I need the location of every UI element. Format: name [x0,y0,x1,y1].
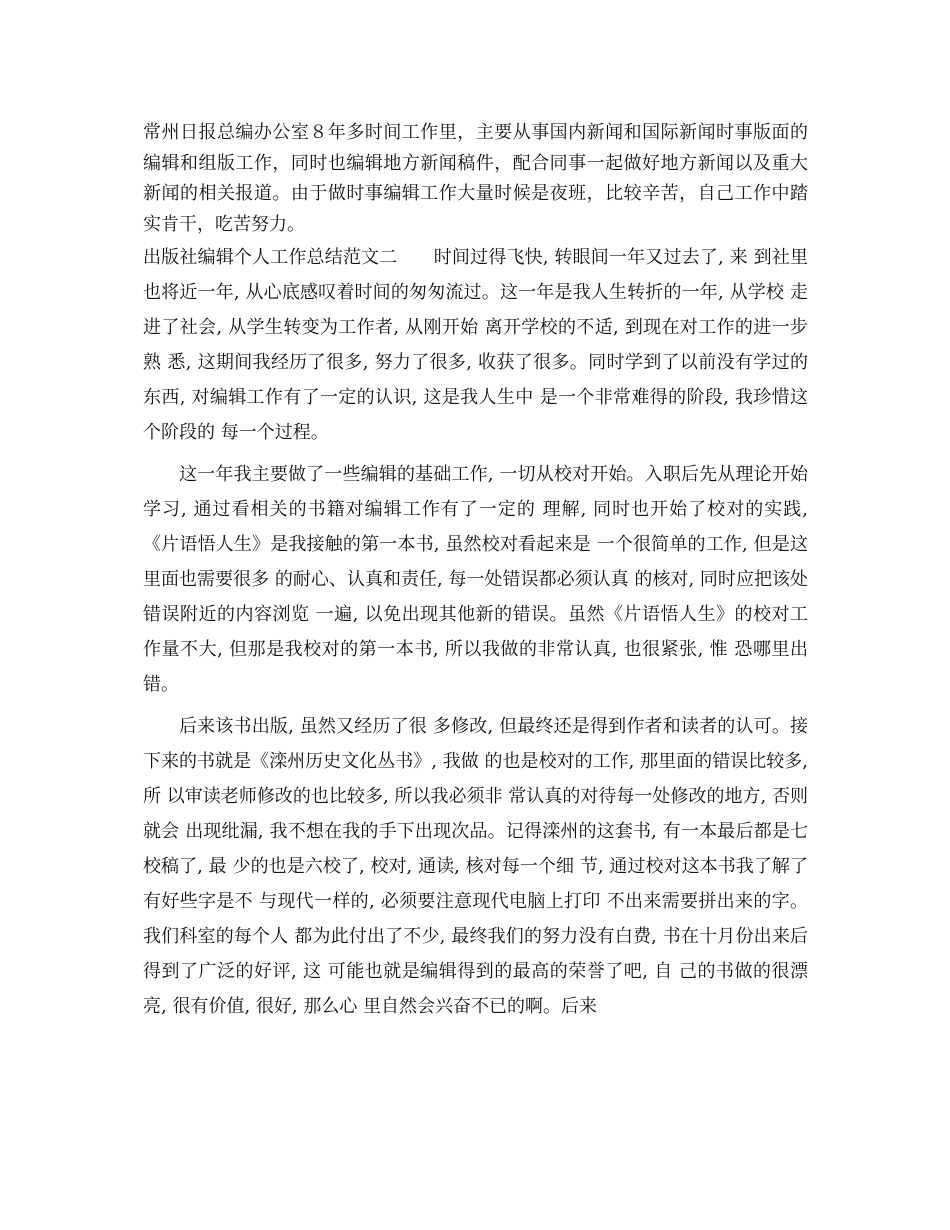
document-body [143,118,808,1024]
paragraph-4: 后来该书出版, 虽然又经历了很 多修改, 但最终还是得到作者和读者的认可。接下来的书就是《滦州历史文化丛书》, 我做 的也是校对的工作, 那里面的错误比较多, 所 以审读老师修改的也比较多, 所以我必须非 常认真的对待每一处修改的地方, 否则就会 出现纰漏, 我不想在我的手下出现次品。记得滦州的这套书, 有一本最后都是七校稿了, 最 少的也是六校了, 校对, 通读, 核对每一个细 节, 通过校对这本书我了解了有好些字是不 与现代一样的, 必须要注意现代电脑上打印 不出来需要拼出来的字。我们科室的每个人 都为此付出了不少, 最终我们的努力没有白费, 书在十月份出来后得到了广泛的好评, 这 可能也就是编辑得到的最高的荣誉了吧, 自 己的书做的很漂亮, 很有价值, 很好, 那么心 里自然会兴奋不已的啊。后来 [143,716,808,1018]
paragraph-1: 常州日报总编办公室８年多时间工作里，主要从事国内新闻和国际新闻时事版面的编辑和组版工作，同时也编辑地方新闻稿件，配合同事一起做好地方新闻以及重大新闻的相关报道。由于做时事编辑工作大量时候是夜班，比较辛苦，自己工作中踏实肯干，吃苦努力。 [143,122,808,235]
paragraph-2: 出版社编辑个人工作总结范文二 时间过得飞快, 转眼间一年又过去了, 来 到社里也将近一年, 从心底感叹着时间的匆匆流过。这一年是我人生转折的一年, 从学校 走进了社会, 从学生转变为工作者, 从刚开始 离开学校的不适, 到现在对工作的进一步熟 悉, 这期间我经历了很多, 努力了很多, 收获了很多。同时学到了以前没有学过的东西, 对编辑工作有了一定的认识, 这是我人生中 是一个非常难得的阶段, 我珍惜这个阶段的 每一个过程。 [143,247,808,444]
paragraph-3: 这一年我主要做了一些编辑的基础工作, 一切从校对开始。入职后先从理论开始学习, 通过看相关的书籍对编辑工作有了一定的 理解, 同时也开始了校对的实践, 《片语悟人生》是我接触的第一本书, 虽然校对看起来是 一个很简单的工作, 但是这里面也需要很多 的耐心、认真和责任, 每一处错误都必须认真 的核对, 同时应把该处错误附近的内容浏览 一遍, 以免出现其他新的错误。虽然《片语悟人生》的校对工作量不大, 但那是我校对的第一本书, 所以我做的非常认真, 也很紧张, 惟 恐哪里出错。 [143,464,808,696]
